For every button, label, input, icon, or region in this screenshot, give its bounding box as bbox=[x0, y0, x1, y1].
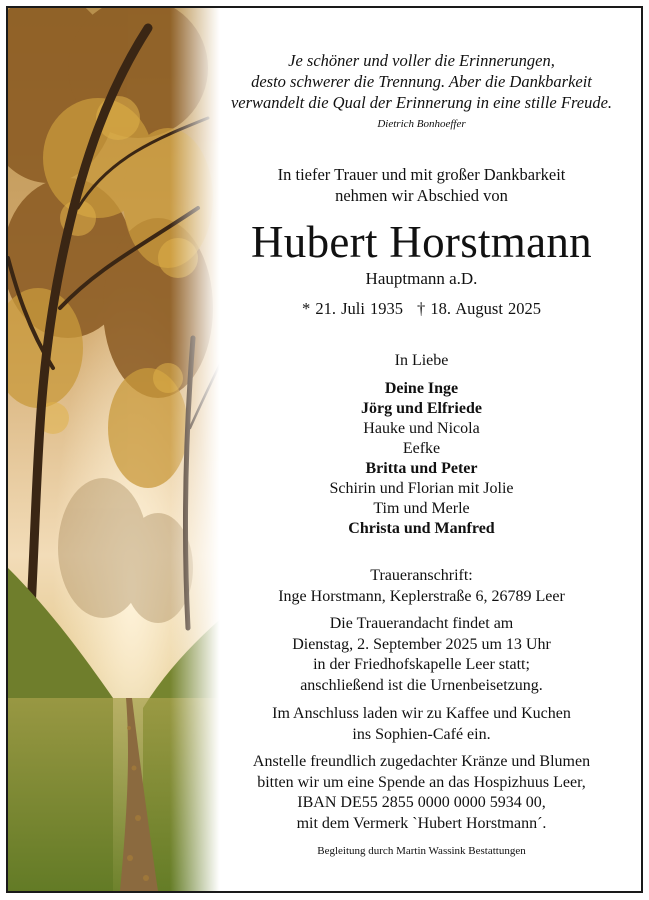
autumn-path-photo bbox=[8, 8, 233, 891]
donation-info bbox=[220, 752, 623, 834]
funeral-home-credit: Begleitung durch Martin Wassink Bestattungen bbox=[317, 845, 526, 857]
reception-line: Im Anschluss laden wir zu Kaffee und Kuchen bbox=[272, 705, 571, 722]
mourning-address bbox=[220, 565, 623, 607]
bonhoeffer-quote bbox=[220, 50, 623, 113]
autumn-path-illustration bbox=[8, 8, 233, 891]
family-member: Britta und Peter bbox=[365, 460, 478, 477]
family-member: Jörg und Elfriede bbox=[361, 400, 482, 417]
family-member: Christa und Manfred bbox=[348, 520, 495, 537]
quote-line: verwandelt die Qual der Erinnerung in eine stille Freude. bbox=[230, 93, 613, 112]
death-date: † 18. August 2025 bbox=[417, 299, 542, 318]
reception-line: ins Sophien-Café ein. bbox=[352, 725, 491, 743]
obituary-notice bbox=[6, 6, 643, 893]
address-label: Traueranschrift: bbox=[370, 567, 473, 584]
deceased-name: Hubert Horstmann bbox=[251, 217, 592, 267]
service-line: Dienstag, 2. September 2025 um 13 Uhr bbox=[292, 635, 551, 653]
donation-line: IBAN DE55 2855 0000 0000 5934 00, bbox=[297, 794, 546, 811]
family-member: Deine Inge bbox=[384, 380, 459, 397]
quote-line: Je schöner und voller die Erinnerungen, bbox=[288, 51, 555, 70]
service-line: Die Trauerandacht findet am bbox=[329, 615, 514, 632]
family-member: Hauke und Nicola bbox=[363, 420, 480, 437]
family-member: Schirin und Florian mit Jolie bbox=[329, 480, 514, 497]
birth-date: * 21. Juli 1935 bbox=[301, 299, 404, 318]
life-dates bbox=[220, 299, 623, 319]
in-love-line: In Liebe bbox=[394, 352, 449, 369]
donation-line: bitten wir um eine Spende an das Hospizhuus Leer, bbox=[257, 773, 586, 791]
reception-info bbox=[220, 704, 623, 745]
service-line: anschließend ist die Urnenbeisetzung. bbox=[300, 676, 543, 694]
intro-text bbox=[220, 164, 623, 206]
service-info bbox=[220, 614, 623, 696]
obituary-text bbox=[220, 8, 623, 891]
family-list bbox=[220, 379, 623, 539]
intro-line: nehmen wir Abschied von bbox=[335, 186, 508, 205]
service-line: in der Friedhofskapelle Leer statt; bbox=[313, 656, 530, 673]
address-value: Inge Horstmann, Keplerstraße 6, 26789 Leer bbox=[278, 588, 565, 605]
quote-author: Dietrich Bonhoeffer bbox=[377, 118, 466, 130]
family-member: Eefke bbox=[402, 440, 441, 457]
donation-line: Anstelle freundlich zugedachter Kränze und Blumen bbox=[252, 753, 591, 770]
quote-line: desto schwerer die Trennung. Aber die Dankbarkeit bbox=[251, 72, 592, 91]
intro-line: In tiefer Trauer und mit großer Dankbarkeit bbox=[277, 165, 566, 184]
donation-line: mit dem Vermerk `Hubert Horstmann´. bbox=[296, 814, 547, 832]
deceased-rank: Hauptmann a.D. bbox=[365, 269, 478, 288]
family-member: Tim und Merle bbox=[373, 500, 470, 517]
